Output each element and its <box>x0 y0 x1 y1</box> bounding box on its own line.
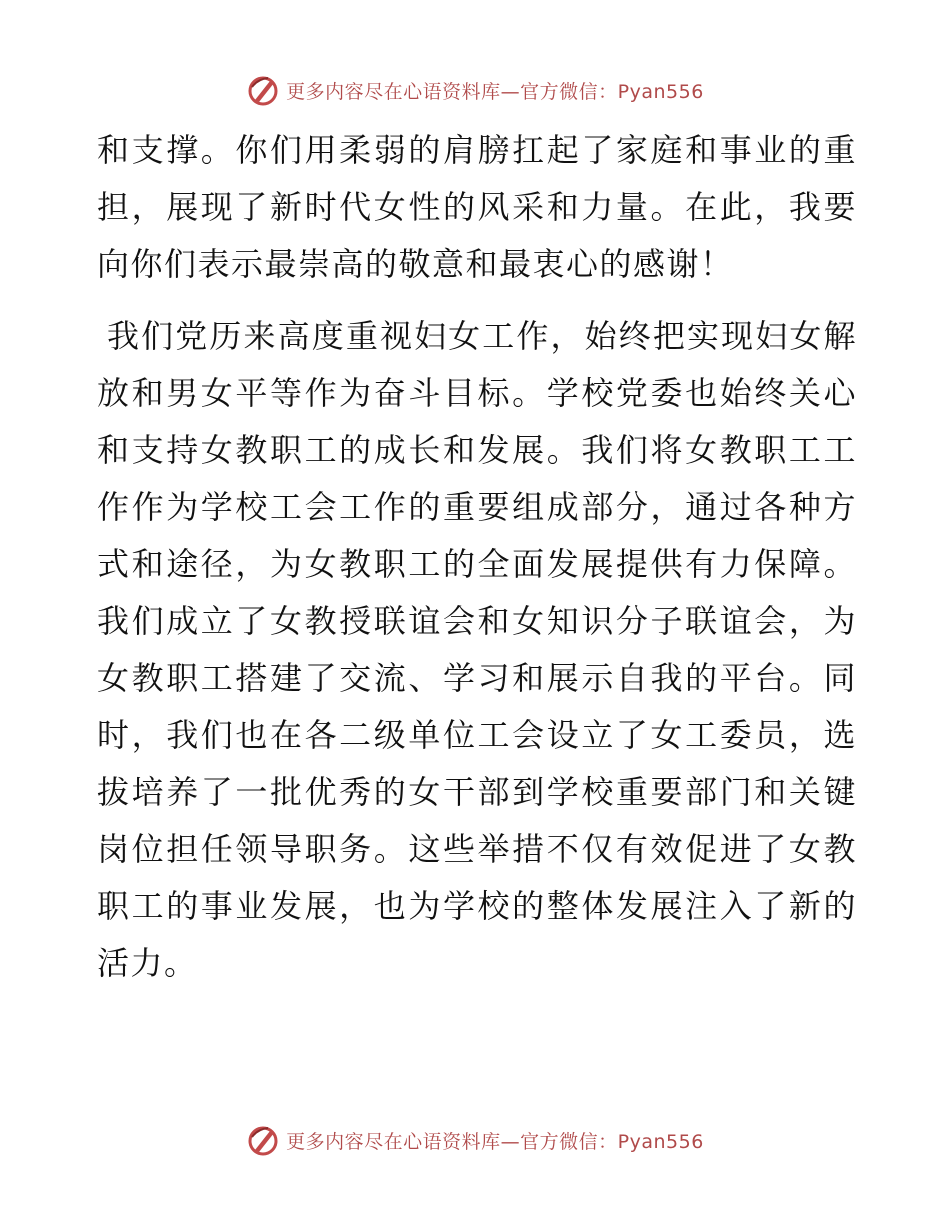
paragraph-1: 和支撑。你们用柔弱的肩膀扛起了家庭和事业的重担，展现了新时代女性的风采和力量。在此，我要向你们表示最崇高的敬意和最衷心的感谢！ <box>97 131 857 283</box>
document-body <box>97 122 857 992</box>
header-watermark <box>0 72 950 108</box>
footer-watermark <box>0 1122 950 1158</box>
quill-pen-logo-icon <box>246 73 280 107</box>
watermark-text: 更多内容尽在心语资料库—官方微信：Pyan556 <box>286 80 704 103</box>
paragraph-2: 我们党历来高度重视妇女工作，始终把实现妇女解放和男女平等作为奋斗目标。学校党委也始终关心和支持女教职工的成长和发展。我们将女教职工工作作为学校工会工作的重要组成部分，通过各种方式和途径，为女教职工的全面发展提供有力保障。我们成立了女教授联谊会和女知识分子联谊会，为女教职工搭建了交流、学习和展示自我的平台。同时，我们也在各二级单位工会设立了女工委员，选拔培养了一批优秀的女干部到学校重要部门和关键岗位担任领导职务。这些举措不仅有效促进了女教职工的事业发展，也为学校的整体发展注入了新的活力。 <box>97 317 857 982</box>
quill-pen-logo-icon <box>246 1123 280 1157</box>
watermark-text: 更多内容尽在心语资料库—官方微信：Pyan556 <box>286 1130 704 1153</box>
